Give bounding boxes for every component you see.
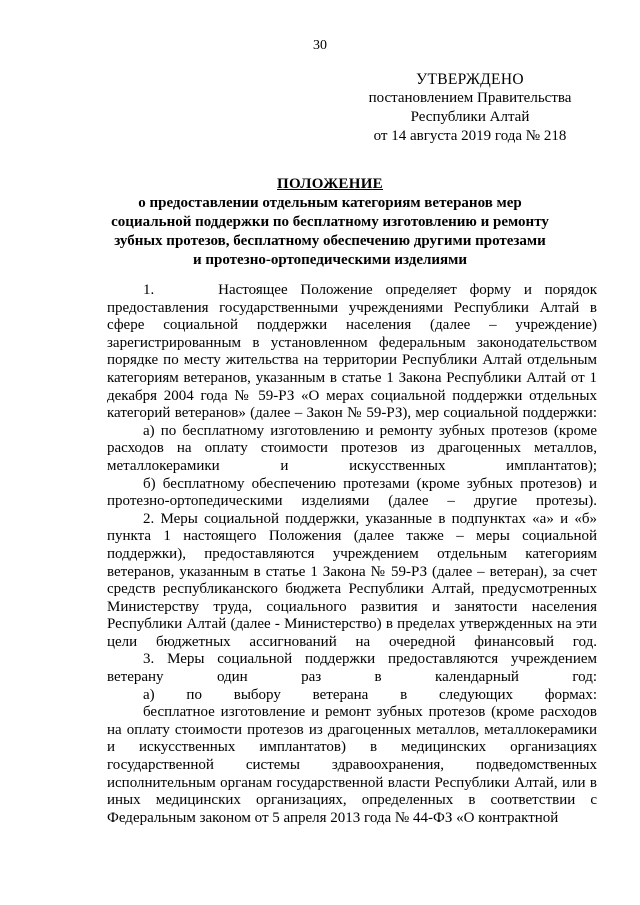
title-line-2: социальной поддержки по бесплатному изготовлению и ремонту xyxy=(111,214,549,230)
paragraph-3a: а) по выбору ветерана в следующих формах: xyxy=(143,686,597,703)
title-line-4: и протезно-ортопедическими изделиями xyxy=(192,252,468,268)
title-line-3: зубных протезов, бесплатному обеспечению другими протезами xyxy=(114,233,546,249)
page-number: 30 xyxy=(313,38,327,53)
approval-block xyxy=(360,70,580,146)
paragraph-1: 1. Настоящее Положение определяет форму и порядок предоставления государственными учреждениями Республики Алтай в сфере социальной поддержки населения (далее – учреждение) зарегистрированным в установленном федеральным законодательством порядке по месту жительства на территории Республики Алтай отдельным категориям ветеранов, указанным в статье 1 Закона Республики Алтай от 1 декабря 2004 года № 59-РЗ «О мерах социальной поддержки отдельных категорий ветеранов» (далее – Закон № 59-РЗ), мер социальной поддержки: xyxy=(107,282,597,422)
title-main: ПОЛОЖЕНИЕ xyxy=(277,176,383,192)
approval-line-2: Республики Алтай xyxy=(410,109,530,125)
document-body xyxy=(107,282,597,827)
approval-line-3: от 14 августа 2019 года № 218 xyxy=(373,128,567,144)
paragraph-1b: б) бесплатному обеспечению протезами (кроме зубных протезов) и протезно-ортопедическими изделиями (далее – другие протезы). xyxy=(107,475,597,510)
approval-line-1: постановлением Правительства xyxy=(368,90,572,106)
paragraph-3a-1: бесплатное изготовление и ремонт зубных протезов (кроме расходов на оплату стоимости протезов из драгоценных металлов, металлокерамики и искусственных имплантатов) в медицинских организациях государственной системы здравоохранения, подведомственных исполнительным органам государственной власти Республики Алтай, или в иных медицинских организациях, определенных в соответствии с Федеральным законом от 5 апреля 2013 года № 44-ФЗ «О контрактной xyxy=(107,704,597,826)
paragraph-1a: а) по бесплатному изготовлению и ремонту зубных протезов (кроме расходов на оплату стоимости протезов из драгоценных металлов, металлокерамики и искусственных имплантатов); xyxy=(107,422,597,474)
approval-heading: УТВЕРЖДЕНО xyxy=(416,71,524,88)
paragraph-2: 2. Меры социальной поддержки, указанные в подпунктах «а» и «б» пункта 1 настоящего Положения (далее также – меры социальной поддержки), предоставляются учреждением отдельным категориям ветеранов, указанным в статье 1 Закона № 59-РЗ (далее – ветеран), за счет средств республиканского бюджета Республики Алтай, предусмотренных Министерству труда, социального развития и занятости населения Республики Алтай (далее - Министерство) в пределах утвержденных на эти цели бюджетных ассигнований на очередной финансовый год. xyxy=(107,510,597,650)
paragraph-3: 3. Меры социальной поддержки предоставляются учреждением ветерану один раз в календарный год: xyxy=(107,651,597,686)
title-line-1: о предоставлении отдельным категориям ветеранов мер xyxy=(138,195,522,211)
document-title xyxy=(100,175,560,270)
